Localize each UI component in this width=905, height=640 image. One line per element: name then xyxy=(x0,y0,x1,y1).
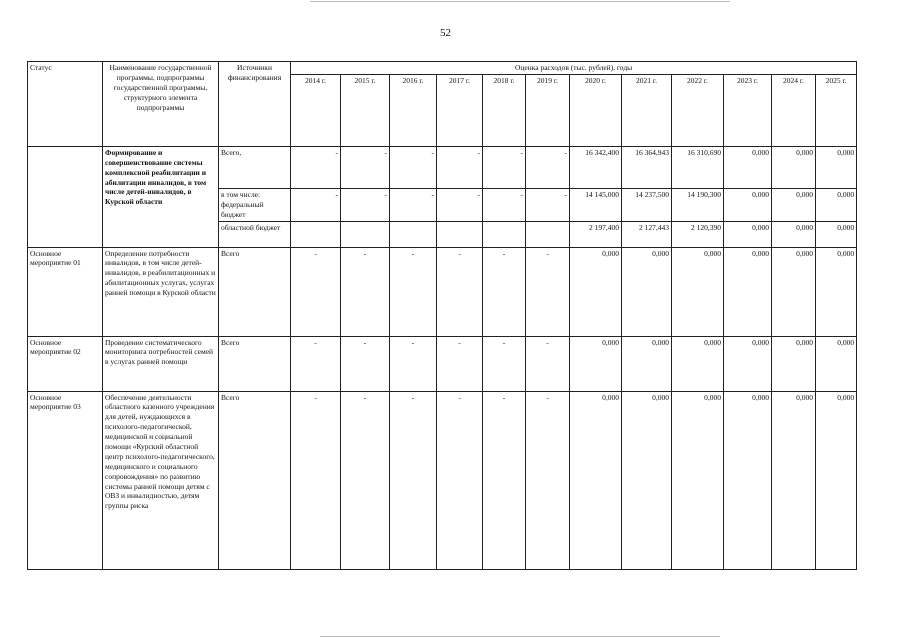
measure-name: Определение потребности инвалидов, в том числе детей-инвалидов, в реабилитационных и абилитационных услугах, услугах ранней помощи в Курской области xyxy=(103,247,219,336)
value-cell: 0,000 xyxy=(772,221,816,247)
value-cell: 14 145,000 xyxy=(570,188,622,221)
value-cell: 2 197,400 xyxy=(570,221,622,247)
value-cell: - xyxy=(341,247,390,336)
value-cell: 0,000 xyxy=(724,221,772,247)
value-cell: - xyxy=(341,391,390,569)
year-header: 2024 г. xyxy=(772,74,816,146)
value-cell: 2 120,390 xyxy=(672,221,724,247)
value-cell: - xyxy=(483,146,526,188)
value-cell: 0,000 xyxy=(672,247,724,336)
value-cell xyxy=(390,221,437,247)
measure-status: Основное мероприятие 02 xyxy=(28,336,103,391)
source-cell: Всего xyxy=(219,247,291,336)
year-header: 2023 г. xyxy=(724,74,772,146)
value-cell: 0,000 xyxy=(622,391,672,569)
program-total-row xyxy=(28,146,857,188)
value-cell: - xyxy=(526,146,570,188)
measure-status: Основное мероприятие 01 xyxy=(28,247,103,336)
value-cell: - xyxy=(483,391,526,569)
value-cell: 2 127,443 xyxy=(622,221,672,247)
value-cell: 0,000 xyxy=(724,336,772,391)
year-header: 2020 г. xyxy=(570,74,622,146)
measure-name: Проведение систематического мониторинга потребностей семей в услугах ранней помощи xyxy=(103,336,219,391)
value-cell: - xyxy=(483,336,526,391)
value-cell: 0,000 xyxy=(622,247,672,336)
value-cell xyxy=(341,221,390,247)
year-header: 2025 г. xyxy=(816,74,857,146)
source-cell: Всего xyxy=(219,391,291,569)
year-header: 2014 г. xyxy=(291,74,341,146)
value-cell: - xyxy=(526,247,570,336)
value-cell: 0,000 xyxy=(724,146,772,188)
value-cell: - xyxy=(390,188,437,221)
value-cell: - xyxy=(437,146,483,188)
value-cell: - xyxy=(390,146,437,188)
header-status: Статус xyxy=(28,62,103,147)
value-cell: 0,000 xyxy=(816,336,857,391)
value-cell: 0,000 xyxy=(570,391,622,569)
value-cell: - xyxy=(526,391,570,569)
value-cell xyxy=(526,221,570,247)
year-header: 2016 г. xyxy=(390,74,437,146)
value-cell: 0,000 xyxy=(772,336,816,391)
year-header: 2018 г. xyxy=(483,74,526,146)
value-cell: 0,000 xyxy=(672,391,724,569)
year-header: 2021 г. xyxy=(622,74,672,146)
value-cell: 0,000 xyxy=(816,188,857,221)
value-cell xyxy=(437,221,483,247)
value-cell: 14 190,300 xyxy=(672,188,724,221)
measure-name: Обеспечение деятельности областного казенного учреждения для детей, нуждающихся в психолого-педагогической, медицинской и социальной помощи «Курский областной центр психолого-педагогического, медицинского и социального сопровождения» по развитию системы ранней помощи детям с ОВЗ и инвалидностью, детям группы риска xyxy=(103,391,219,569)
value-cell: 0,000 xyxy=(672,336,724,391)
value-cell xyxy=(291,221,341,247)
scan-edge-top xyxy=(310,1,730,2)
value-cell: 0,000 xyxy=(772,391,816,569)
value-cell: 0,000 xyxy=(816,146,857,188)
value-cell: 0,000 xyxy=(772,146,816,188)
value-cell: 0,000 xyxy=(816,247,857,336)
value-cell: - xyxy=(526,336,570,391)
value-cell: 0,000 xyxy=(724,247,772,336)
value-cell: 0,000 xyxy=(570,336,622,391)
value-cell: 16 342,400 xyxy=(570,146,622,188)
value-cell: - xyxy=(291,188,341,221)
measure-row-03 xyxy=(28,391,857,569)
program-status xyxy=(28,146,103,247)
year-header: 2017 г. xyxy=(437,74,483,146)
value-cell xyxy=(483,221,526,247)
header-name: Наименование государственной программы, подпрограммы государственной программы, структурного элемента подпрограммы xyxy=(103,62,219,147)
value-cell: 0,000 xyxy=(570,247,622,336)
value-cell: - xyxy=(291,146,341,188)
source-cell: областной бюджет xyxy=(219,221,291,247)
budget-table xyxy=(27,61,857,570)
value-cell: - xyxy=(437,188,483,221)
value-cell: - xyxy=(437,336,483,391)
year-header: 2015 г. xyxy=(341,74,390,146)
value-cell: - xyxy=(341,188,390,221)
value-cell: - xyxy=(437,391,483,569)
value-cell: - xyxy=(437,247,483,336)
value-cell: 16 310,690 xyxy=(672,146,724,188)
header-row-1 xyxy=(28,62,857,75)
measure-status: Основное мероприятие 03 xyxy=(28,391,103,569)
value-cell: - xyxy=(341,146,390,188)
value-cell: - xyxy=(483,188,526,221)
source-cell: в том числе: федеральный бюджет xyxy=(219,188,291,221)
value-cell: - xyxy=(483,247,526,336)
value-cell: - xyxy=(341,336,390,391)
value-cell: 0,000 xyxy=(724,188,772,221)
year-header: 2022 г. xyxy=(672,74,724,146)
value-cell: - xyxy=(390,391,437,569)
measure-row-02 xyxy=(28,336,857,391)
source-cell: Всего, xyxy=(219,146,291,188)
value-cell: 0,000 xyxy=(772,188,816,221)
program-name: Формирование и совершенствование системы комплексной реабилитации и абилитации инвалидов, в том числе детей-инвалидов, в Курской области xyxy=(103,146,219,247)
value-cell: 16 364,943 xyxy=(622,146,672,188)
value-cell: - xyxy=(291,247,341,336)
header-estimate: Оценка расходов (тыс. рублей), годы xyxy=(291,62,857,75)
value-cell: - xyxy=(390,247,437,336)
value-cell: 0,000 xyxy=(724,391,772,569)
measure-row-01 xyxy=(28,247,857,336)
value-cell: 0,000 xyxy=(816,391,857,569)
value-cell: - xyxy=(291,336,341,391)
page-number: 52 xyxy=(440,27,451,39)
scan-edge-bottom xyxy=(320,636,720,637)
year-header: 2019 г. xyxy=(526,74,570,146)
value-cell: 14 237,500 xyxy=(622,188,672,221)
header-source: Источники финансирования xyxy=(219,62,291,147)
value-cell: - xyxy=(390,336,437,391)
value-cell: 0,000 xyxy=(816,221,857,247)
value-cell: - xyxy=(526,188,570,221)
value-cell: 0,000 xyxy=(622,336,672,391)
source-cell: Всего xyxy=(219,336,291,391)
value-cell: - xyxy=(291,391,341,569)
value-cell: 0,000 xyxy=(772,247,816,336)
